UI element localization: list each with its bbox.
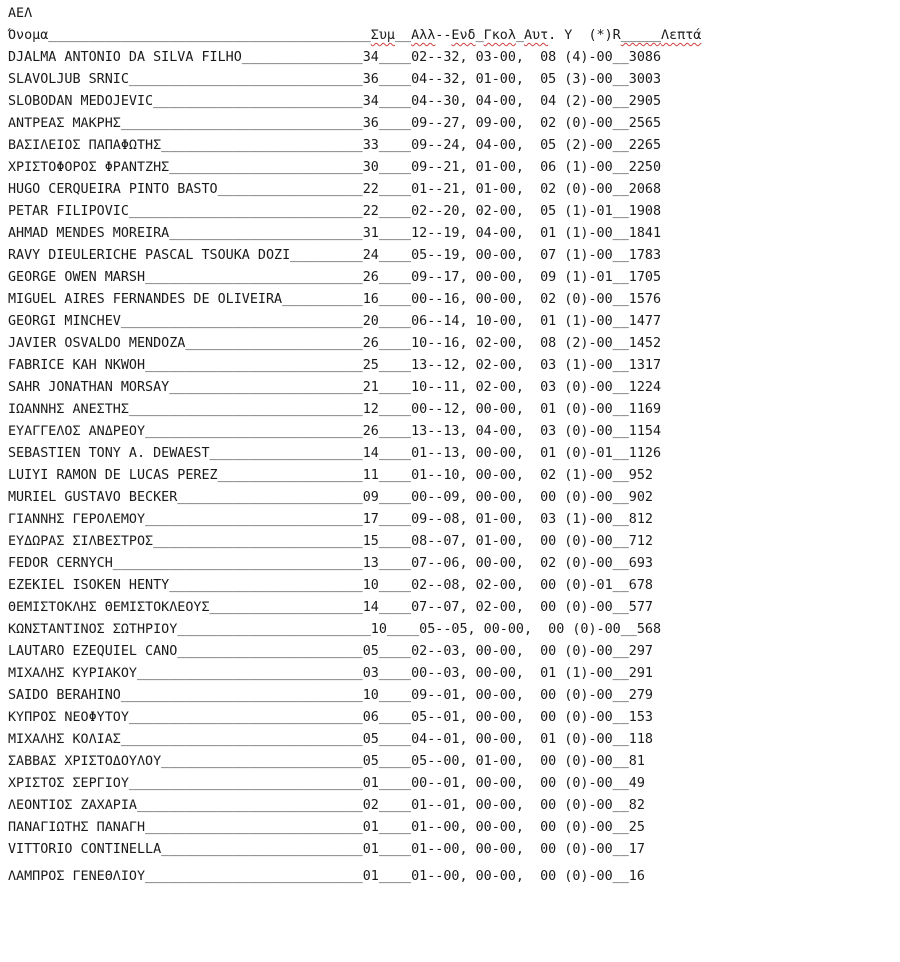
- player-row: ΘΕΜΙΣΤΟΚΛΗΣ ΘΕΜΙΣΤΟΚΛΕΟΥΣ___________________14____07--07, 02-00, 00 (0)-00__577: [8, 600, 653, 615]
- player-row: FEDOR CERNYCH_______________________________13____07--06, 00-00, 02 (0)-00__693: [8, 556, 653, 571]
- header-segment: _: [515, 28, 524, 43]
- document-page: [0, 3, 900, 962]
- header-segment: Ενδ: [451, 28, 476, 43]
- player-row: ΧΡΙΣΤΟΦΟΡΟΣ ΦΡΑΝΤΖΗΣ________________________30____09--21, 01-00, 06 (1)-00__2250: [8, 160, 662, 175]
- player-row: MIGUEL AIRES FERNANDES DE OLIVEIRA__________16____00--16, 00-00, 02 (0)-00__1576: [8, 292, 662, 307]
- player-row: SEBASTIEN TONY A. DEWAEST___________________14____01--13, 00-00, 01 (0)-01__1126: [8, 446, 662, 461]
- player-row: EZEKIEL ISOKEN HENTY________________________10____02--08, 02-00, 00 (0)-01__678: [8, 578, 653, 593]
- column-header: [8, 25, 900, 47]
- player-row: ΠΑΝΑΓΙΩΤΗΣ ΠΑΝΑΓΗ___________________________01____01--00, 00-00, 00 (0)-00__25: [8, 820, 645, 835]
- header-segment: --: [435, 28, 452, 43]
- player-row: PETAR FILIPOVIC_____________________________22____02--20, 02-00, 05 (1)-01__1908: [8, 204, 662, 219]
- player-row: MURIEL GUSTAVO BECKER_______________________09____00--09, 00-00, 00 (0)-00__902: [8, 490, 653, 505]
- player-row: FABRICE KAH NKWOH___________________________25____13--12, 02-00, 03 (1)-00__1317: [8, 358, 662, 373]
- header-segment: __: [394, 28, 412, 43]
- player-row: LAUTARO EZEQUIEL CANO_______________________05____02--03, 00-00, 00 (0)-00__297: [8, 644, 653, 659]
- header-segment: Γκολ: [483, 28, 516, 43]
- header-segment: _____: [620, 28, 662, 43]
- player-row: GEORGE OWEN MARSH___________________________26____09--17, 00-00, 09 (1)-01__1705: [8, 270, 662, 285]
- header-segment: _: [475, 28, 484, 43]
- player-row: ΒΑΣΙΛΕΙΟΣ ΠΑΠΑΦΩΤΗΣ_________________________33____09--24, 04-00, 05 (2)-00__2265: [8, 138, 662, 153]
- header-segment: Αλλ: [411, 28, 436, 43]
- player-row: DJALMA ANTONIO DA SILVA FILHO_______________34____02--32, 03-00, 08 (4)-00__3086: [8, 50, 662, 65]
- player-row: ΑΝΤΡΕΑΣ ΜΑΚΡΗΣ______________________________36____09--27, 09-00, 02 (0)-00__2565: [8, 116, 662, 131]
- header-segment: . Υ (*)R: [548, 28, 621, 43]
- player-row: ΛΕΟΝΤΙΟΣ ΖΑΧΑΡΙΑ____________________________02____01--01, 00-00, 00 (0)-00__82: [8, 798, 645, 813]
- player-row: HUGO CERQUEIRA PINTO BASTO__________________22____01--21, 01-00, 02 (0)-00__2068: [8, 182, 662, 197]
- header-segment: Λεπτά: [661, 28, 702, 43]
- player-list: [8, 47, 900, 888]
- player-row: ΜΙΧΑΛΗΣ ΚΥΡΙΑΚΟΥ____________________________03____00--03, 00-00, 01 (1)-00__291: [8, 666, 653, 681]
- header-segment: Συμ: [370, 28, 395, 43]
- player-row: RAVY DIEULERICHE PASCAL TSOUKA DOZI_________24____05--19, 00-00, 07 (1)-00__1783: [8, 248, 662, 263]
- player-row: AHMAD MENDES MOREIRA________________________31____12--19, 04-00, 01 (1)-00__1841: [8, 226, 662, 241]
- player-row: VITTORIO CONTINELLA_________________________01____01--00, 00-00, 00 (0)-00__17: [8, 842, 645, 857]
- player-row: SLOBODAN MEDOJEVIC__________________________34____04--30, 04-00, 04 (2)-00__2905: [8, 94, 662, 109]
- player-row: ΛΑΜΠΡΟΣ ΓΕΝΕΘΛΙΟΥ___________________________01____01--00, 00-00, 00 (0)-00__16: [8, 869, 645, 884]
- player-row: ΧΡΙΣΤΟΣ ΣΕΡΓΙΟΥ_____________________________01____00--01, 00-00, 00 (0)-00__49: [8, 776, 645, 791]
- player-row: ΕΥΑΓΓΕΛΟΣ ΑΝΔΡΕΟΥ___________________________26____13--13, 04-00, 03 (0)-00__1154: [8, 424, 662, 439]
- header-segment: Όνομα________________________________________: [8, 28, 371, 43]
- player-row: ΚΩΝΣΤΑΝΤΙΝΟΣ ΣΩΤΗΡΙΟΥ________________________10____05--05, 00-00, 00 (0)-00__568: [8, 622, 662, 637]
- player-row: ΚΥΠΡΟΣ ΝΕΟΦΥΤΟΥ_____________________________06____05--01, 00-00, 00 (0)-00__153: [8, 710, 653, 725]
- team-title: ΑΕΛ: [8, 6, 33, 21]
- player-row: GEORGI MINCHEV______________________________20____06--14, 10-00, 01 (1)-00__1477: [8, 314, 662, 329]
- header-segment: Αυτ: [523, 28, 549, 43]
- player-row: ΙΩΑΝΝΗΣ ΑΝΕΣΤΗΣ_____________________________12____00--12, 00-00, 01 (0)-00__1169: [8, 402, 662, 417]
- player-row: ΓΙΑΝΝΗΣ ΓΕΡΟΛΕΜΟΥ___________________________17____09--08, 01-00, 03 (1)-00__812: [8, 512, 653, 527]
- player-row: SLAVOLJUB SRNIC_____________________________36____04--32, 01-00, 05 (3)-00__3003: [8, 72, 662, 87]
- player-row: SAHR JONATHAN MORSAY________________________21____10--11, 02-00, 03 (0)-00__1224: [8, 380, 662, 395]
- player-row: ΜΙΧΑΛΗΣ ΚΟΛΙΑΣ______________________________05____04--01, 00-00, 01 (0)-00__118: [8, 732, 653, 747]
- player-row: ΣΑΒΒΑΣ ΧΡΙΣΤΟΔΟΥΛΟΥ_________________________05____05--00, 01-00, 00 (0)-00__81: [8, 754, 645, 769]
- player-row: LUIYI RAMON DE LUCAS PEREZ__________________11____01--10, 00-00, 02 (1)-00__952: [8, 468, 653, 483]
- player-row: JAVIER OSVALDO MENDOZA______________________26____10--16, 02-00, 08 (2)-00__1452: [8, 336, 662, 351]
- player-row: ΕΥΔΩΡΑΣ ΣΙΛΒΕΣΤΡΟΣ__________________________15____08--07, 01-00, 00 (0)-00__712: [8, 534, 653, 549]
- player-row: SAIDO BERAHINO______________________________10____09--01, 00-00, 00 (0)-00__279: [8, 688, 653, 703]
